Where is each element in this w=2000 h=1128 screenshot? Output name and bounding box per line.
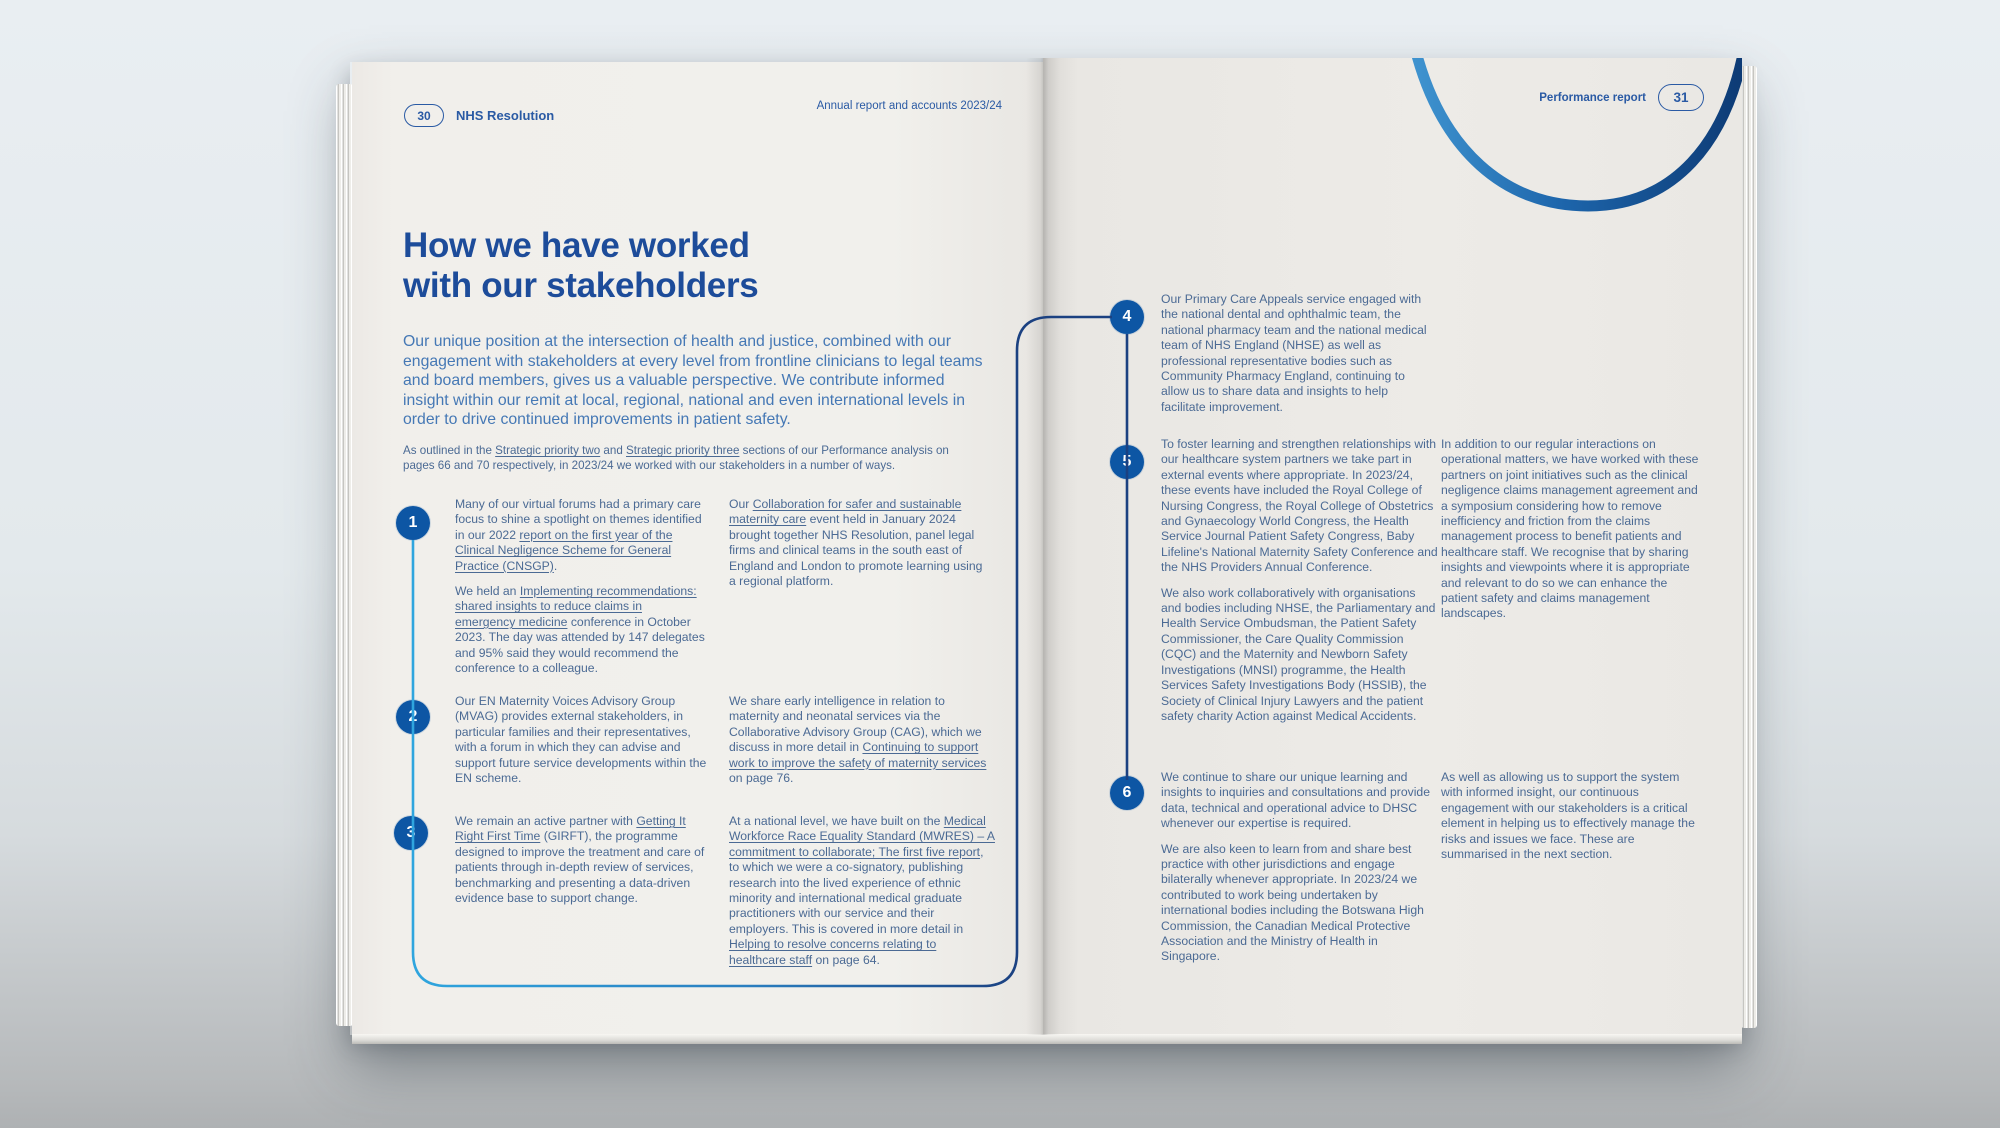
running-header-section: Performance report — [1539, 92, 1646, 104]
step5-text — [1161, 437, 1439, 724]
text-segment: Our Primary Care Appeals service engaged with the national dental and ophthalmic team, the national pharmacy team and the national medical team of NHS England (NHSE) as well as professional representative bodies such as Community Pharmacy England, continuing to allow us to share data and insights to help facilitate improvement. — [1161, 292, 1427, 414]
inline-link[interactable]: report on the first year of the Clinical Negligence Scheme for General Practice (CNSGP) — [455, 527, 673, 573]
page-number-right: 31 — [1673, 90, 1689, 105]
paragraph — [1161, 437, 1439, 576]
paragraph — [455, 497, 705, 574]
step4-text — [1161, 292, 1431, 415]
step-number: 3 — [406, 824, 416, 841]
text-segment: We remain an active partner with — [455, 814, 637, 828]
text-segment: on page 76. — [729, 771, 794, 786]
paragraph — [455, 814, 709, 906]
text-segment: Our EN Maternity Voices Advisory Group (MVAG) provides external stakeholders, in particular families and their representatives, with a forum in which they can advise and support future service developments within the EN scheme. — [455, 694, 707, 786]
text-segment: conference in October 2023. The day was attended by 147 delegates and 95% said they would recommend the conference to a colleague. — [455, 614, 705, 676]
paragraph — [455, 694, 707, 786]
step-number: 1 — [408, 514, 418, 531]
paragraph — [1161, 586, 1439, 725]
inline-link[interactable]: Collaboration for safer and sustainable maternity care — [729, 497, 962, 527]
step2-text-col-a — [455, 694, 707, 786]
page-number-badge-right — [1658, 84, 1704, 111]
text-segment: event held in January 2024 brought together NHS Resolution, panel legal firms and clinical teams in the south east of England and London to promote learning using a regional platform. — [729, 512, 983, 589]
inline-link[interactable]: Getting It Right First Time — [455, 814, 686, 844]
page-number-badge-left — [404, 104, 444, 127]
step-marker-6 — [1110, 776, 1144, 810]
note-paragraph — [403, 444, 973, 473]
page-title — [403, 226, 758, 306]
step-number: 2 — [408, 708, 418, 725]
text-segment: To foster learning and strengthen relationships with our healthcare system partners we take part in external events where appropriate. In 2023/24, these events have included the Royal College of Nursing Congress, the Royal College of Obstetrics and Gynaecology World Congress, the Health Service Journal Patient Safety Congress, Baby Lifeline's National Maternity Safety Conference and the NHS Providers Annual Conference. — [1161, 437, 1438, 575]
paragraph — [729, 814, 995, 968]
step3-text-col-a — [455, 814, 709, 906]
page-title-line1: How we have worked — [403, 226, 750, 265]
text-segment: As outlined in the — [403, 444, 496, 457]
paragraph — [1441, 437, 1699, 622]
paragraph — [455, 584, 705, 676]
page-title-line2: with our stakeholders — [403, 266, 759, 305]
text-segment: As well as allowing us to support the system with informed insight, our continuous engagement with our stakeholders is a critical element in helping us to effectively manage the risks and issues we face. These are summarised in the next section. — [1441, 770, 1695, 862]
step-marker-1 — [396, 506, 430, 540]
inline-link[interactable]: Strategic priority three — [626, 444, 740, 457]
step-marker-3 — [394, 816, 428, 850]
inline-link[interactable]: Strategic priority two — [495, 444, 601, 457]
step-number: 6 — [1122, 784, 1132, 801]
intro-paragraph: Our unique position at the intersection of health and justice, combined with our engagement with stakeholders at every level from frontline clinicians to legal teams and board members, gives us a valuable perspective. We contribute informed insight within our remit at local, regional, national and even international levels in order to drive continued improvements in patient safety. — [403, 333, 983, 429]
text-segment: We continue to share our unique learning and insights to inquiries and consultations and provide data, technical and operational advice to DHSC whenever our expertise is required. — [1161, 770, 1430, 831]
step-number: 5 — [1122, 453, 1132, 470]
step2-text-col-b — [729, 694, 989, 786]
step-number: 4 — [1122, 308, 1132, 325]
inline-link[interactable]: Medical Workforce Race Equality Standard (MWRES) – A commitment to collaborate; The first five report — [729, 814, 995, 859]
text-segment: . — [553, 558, 558, 573]
paragraph — [1161, 842, 1433, 965]
text-segment: Many of our virtual forums had a primary care focus to shine a spotlight on themes identified in our 2022 — [455, 497, 702, 542]
text-segment: , to which we were a co-signatory, publishing research into the lived experience of ethnic minority and international medical graduate practitioners with our service and their employers. This is covered in more detail in — [729, 844, 984, 936]
paragraph — [1161, 770, 1433, 832]
text-segment: Our — [729, 497, 753, 511]
step-marker-2 — [396, 700, 430, 734]
text-segment: We held an — [455, 584, 520, 599]
text-segment: At a national level, we have built on the — [729, 814, 944, 828]
text-segment: We share early intelligence in relation to maternity and neonatal services via the Collaborative Advisory Group (CAG), which we discuss in more detail in — [729, 694, 982, 755]
text-segment: on page 64. — [812, 952, 880, 967]
inline-link[interactable]: Helping to resolve concerns relating to healthcare staff — [729, 937, 937, 967]
step-marker-4 — [1110, 300, 1144, 334]
paragraph — [729, 497, 989, 589]
text-segment: and — [600, 444, 626, 457]
page-number-left: 30 — [417, 108, 431, 123]
paragraph — [729, 694, 989, 786]
text-segment: (GIRFT), the programme designed to improve the treatment and care of patients through in-depth review of services, benchmarking and presenting a data-driven evidence base to support change. — [455, 829, 705, 906]
paragraph — [1441, 770, 1703, 862]
text-segment: In addition to our regular interactions on operational matters, we have worked with these partners on joint initiatives such as the clinical negligence claims management agreement and a symposium considering how to remove inefficiency and friction from the claims management process to benefit patients and healthcare staff. We recognise that by sharing insights and viewpoints where it is appropriate and relevant to do so we can enhance the patient safety and claims management landscapes. — [1441, 437, 1699, 621]
step1-text-col-b — [729, 497, 989, 589]
text-segment: We also work collaboratively with organisations and bodies including NHSE, the Parliamentary and Health Service Ombudsman, the Patient Safety Commissioner, the Care Quality Commission (CQC) and the Maternity and Newborn Safety Investigations (MNSI) programme, the Health Services Safety Investigations Body (HSSIB), the Society of Clinical Injury Lawyers and the patient safety charity Action against Medical Accidents. — [1161, 585, 1436, 723]
step3-text-col-b — [729, 814, 995, 968]
step6-text — [1161, 770, 1433, 965]
inline-link[interactable]: Continuing to support work to improve the safety of maternity services — [729, 740, 987, 770]
step-marker-5 — [1110, 445, 1144, 479]
side-column-paragraph-2 — [1441, 770, 1703, 862]
step1-text-col-a — [455, 497, 705, 676]
brand-name: NHS Resolution — [456, 108, 555, 123]
running-header-report-title: Annual report and accounts 2023/24 — [816, 100, 1002, 112]
side-column-paragraph-1 — [1441, 437, 1699, 622]
text-segment: We are also keen to learn from and share best practice with other jurisdictions and engage bilaterally whenever appropriate. In 2023/24 we contributed to work being undertaken by international bodies including the Botswana High Commission, the Canadian Medical Protective Association and the Ministry of Health in Singapore. — [1161, 841, 1424, 964]
text-segment: sections of our Performance analysis on pages 66 and 70 respectively, in 2023/24 we worked with our stakeholders in a number of ways. — [403, 444, 949, 472]
paragraph — [1161, 292, 1431, 415]
inline-link[interactable]: Implementing recommendations: shared insights to reduce claims in emergency medicine — [455, 584, 697, 629]
